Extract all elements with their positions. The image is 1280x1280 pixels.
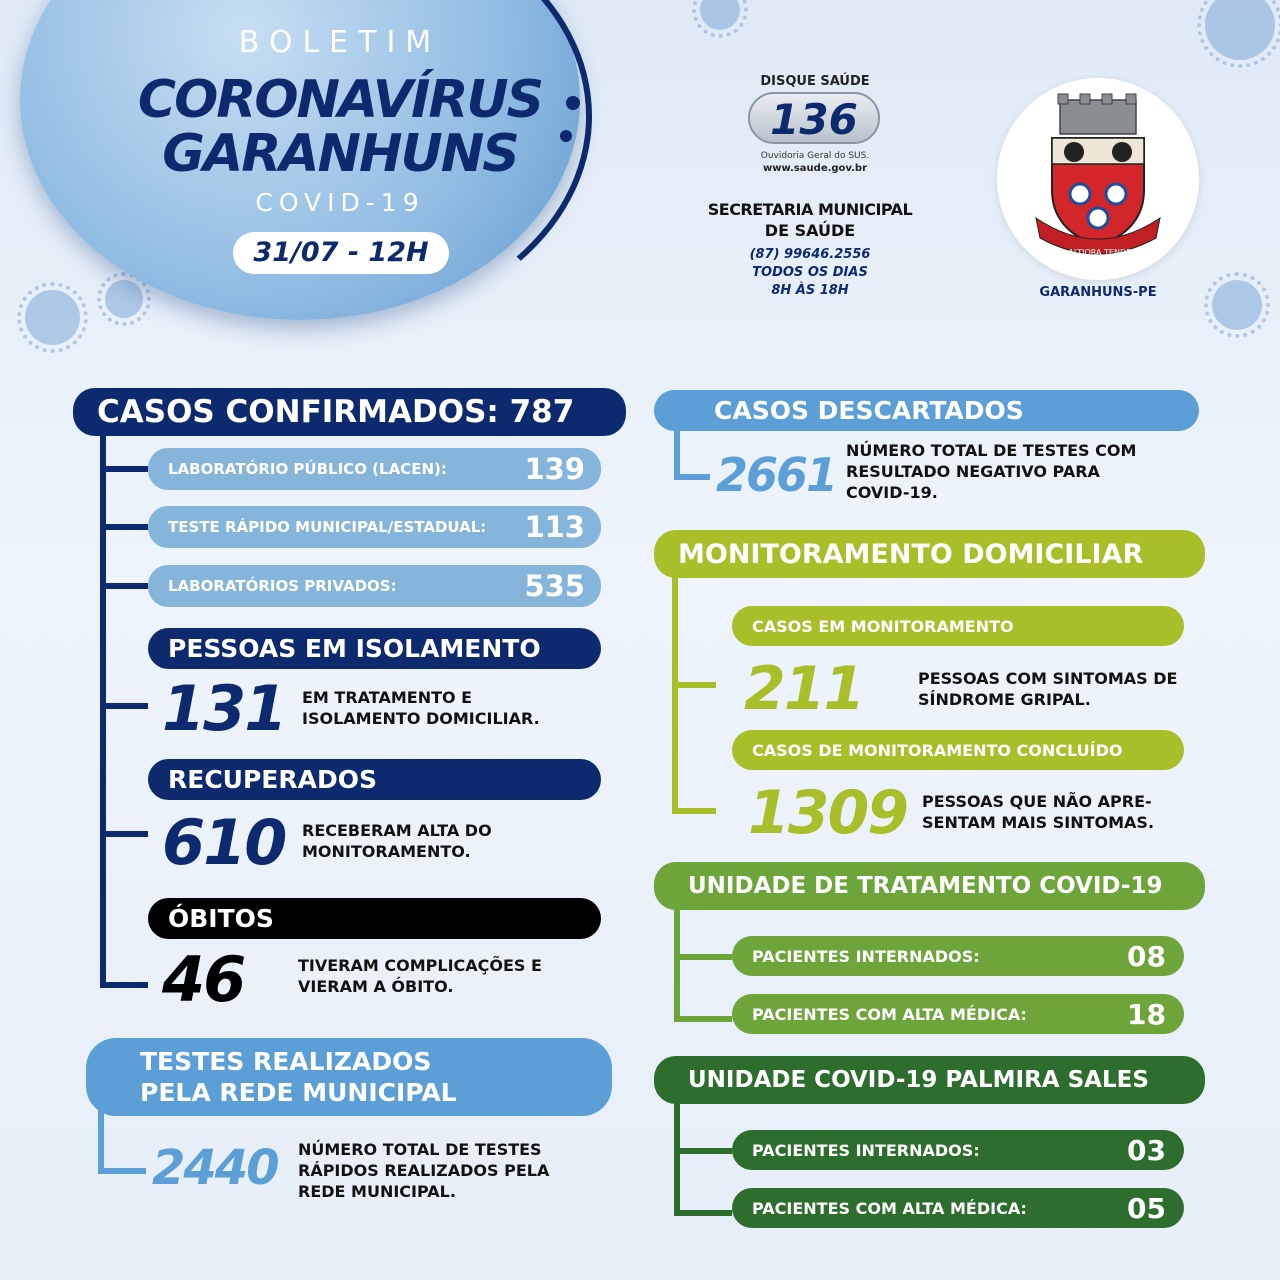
row-value: 03 [1127,1133,1166,1167]
descartados-desc-1: NÚMERO TOTAL DE TESTES COM [846,441,1137,460]
covid-label: COVID-19 [255,188,425,217]
obitos-title: ÓBITOS [168,904,274,933]
secretaria-name-1: SECRETARIA MUNICIPAL [707,200,913,219]
descartados-value: 2661 [716,448,837,502]
connector-tick [100,831,148,837]
confirmados-header [73,388,626,436]
connector-tick [100,982,148,988]
row-value: 535 [524,569,585,603]
obitos-header [148,898,601,939]
unidade-connector [674,904,680,1022]
recuperados-desc-1: RECEBERAM ALTA DO [302,821,492,840]
isolamento-title: PESSOAS EM ISOLAMENTO [168,634,541,663]
virus-decoration-icon [25,290,80,345]
connector-tick [100,524,148,530]
connector-tick [100,466,148,472]
monitoramento-value-2: 1309 [748,778,907,848]
confirmados-row-privados [148,565,601,607]
monitoramento-sub-1 [732,606,1184,646]
monitoramento-sub-2 [732,730,1184,770]
obitos-value: 46 [162,943,245,1016]
unidade-row-internados [732,936,1184,976]
secretaria-phone: (87) 99646.2556 [749,247,871,262]
testes-title-1: TESTES REALIZADOS [140,1047,432,1076]
site-text: www.saude.gov.br [762,163,868,174]
testes-desc-1: NÚMERO TOTAL DE TESTES [298,1140,542,1159]
row-value: 113 [524,510,585,544]
connector-tick [100,703,148,709]
unidade-header [654,862,1205,910]
connector-tick [672,808,716,814]
bubble-dot [560,130,572,142]
obitos-desc-1: TIVERAM COMPLICAÇÕES E [298,956,542,975]
descartados-header [654,390,1199,431]
row-label: PACIENTES INTERNADOS: [752,1140,980,1160]
virus-decoration-icon [1205,0,1275,60]
connector-tick [674,1210,732,1216]
boletim-label: BOLETIM [238,25,442,60]
recuperados-title: RECUPERADOS [168,765,377,794]
confirmados-connector [100,430,106,988]
row-label: PACIENTES COM ALTA MÉDICA: [752,1198,1027,1218]
monitoramento-title: MONITORAMENTO DOMICILIAR [678,538,1144,570]
connector-tick [674,1016,732,1022]
recuperados-value: 610 [162,806,286,879]
testes-desc-2: RÁPIDOS REALIZADOS PELA [298,1161,550,1180]
row-value: 08 [1127,939,1166,973]
isolamento-header [148,628,601,669]
row-label: PACIENTES COM ALTA MÉDICA: [752,1004,1027,1024]
connector-tick [674,954,732,960]
isolamento-desc-1: EM TRATAMENTO E [302,688,473,707]
virus-decoration-icon [105,280,143,318]
testes-desc-3: REDE MUNICIPAL. [298,1182,456,1201]
palmira-header [654,1056,1205,1104]
secretaria-days: TODOS OS DIAS [752,265,868,280]
monitoramento-desc-1a: PESSOAS COM SINTOMAS DE [918,669,1178,688]
disque-saude-label: DISQUE SAÚDE [760,74,870,89]
title-coronavirus: CORONAVÍRUS [137,70,543,130]
monitoramento-desc-1b: SÍNDROME GRIPAL. [918,690,1091,709]
virus-decoration-icon [700,0,740,30]
descartados-connector [674,428,680,480]
secretaria-name-2: DE SAÚDE [764,221,856,240]
recuperados-header [148,759,601,800]
unidade-row-alta [732,994,1184,1034]
monitoramento-desc-2a: PESSOAS QUE NÃO APRE- [922,792,1152,811]
row-label: LABORATÓRIOS PRIVADOS: [168,577,397,595]
testes-title-2: PELA REDE MUNICIPAL [140,1078,457,1107]
monitoramento-sub-1-label: CASOS EM MONITORAMENTO [752,616,1014,636]
connector-tick [674,1148,732,1154]
row-label: PACIENTES INTERNADOS: [752,946,980,966]
bubble-dot [566,96,580,110]
obitos-desc-2: VIERAM A ÓBITO. [298,977,454,996]
row-label: TESTE RÁPIDO MUNICIPAL/ESTADUAL: [168,518,487,536]
confirmados-row-lacen [148,448,601,490]
descartados-desc-2: RESULTADO NEGATIVO PARA [846,462,1100,481]
row-label: LABORATÓRIO PÚBLICO (LACEN): [168,460,447,478]
ouvidoria-text: Ouvidoria Geral do SUS. [760,151,870,161]
connector-tick [98,1168,146,1174]
palmira-connector [674,1098,680,1216]
monitoramento-value-1: 211 [744,654,864,724]
connector-tick [674,474,710,480]
confirmados-row-teste-rapido [148,506,601,548]
connector-tick [100,583,148,589]
descartados-desc-3: COVID-19. [846,483,938,502]
isolamento-value: 131 [162,672,286,745]
monitoramento-connector [672,574,678,814]
monitoramento-header [654,530,1205,578]
testes-value: 2440 [152,1140,278,1196]
virus-decoration-icon [1212,280,1262,330]
crest-motto: AO ALTIORA TENDERE [1054,248,1142,257]
city-crest-icon [1030,90,1166,260]
palmira-row-internados [732,1130,1184,1170]
disque-number: 136 [748,92,880,144]
title-garanhuns: GARANHUNS [162,124,518,184]
date-badge: 31/07 - 12H [233,232,449,274]
confirmados-title: CASOS CONFIRMADOS: 787 [97,394,575,430]
monitoramento-sub-2-label: CASOS DE MONITORAMENTO CONCLUÍDO [752,740,1123,760]
descartados-title: CASOS DESCARTADOS [714,396,1024,425]
palmira-title: UNIDADE COVID-19 PALMIRA SALES [688,1067,1149,1093]
crest-city-label: GARANHUNS-PE [1039,285,1157,300]
unidade-title: UNIDADE DE TRATAMENTO COVID-19 [688,873,1163,899]
recuperados-desc-2: MONITORAMENTO. [302,842,471,861]
isolamento-desc-2: ISOLAMENTO DOMICILIAR. [302,709,540,728]
row-value: 139 [524,452,585,486]
secretaria-hours: 8H ÀS 18H [771,283,849,298]
connector-tick [672,682,716,688]
palmira-row-alta [732,1188,1184,1228]
testes-header [86,1038,612,1116]
testes-connector [98,1110,104,1174]
monitoramento-desc-2b: SENTAM MAIS SINTOMAS. [922,813,1155,832]
row-value: 18 [1127,997,1166,1031]
row-value: 05 [1127,1191,1166,1225]
